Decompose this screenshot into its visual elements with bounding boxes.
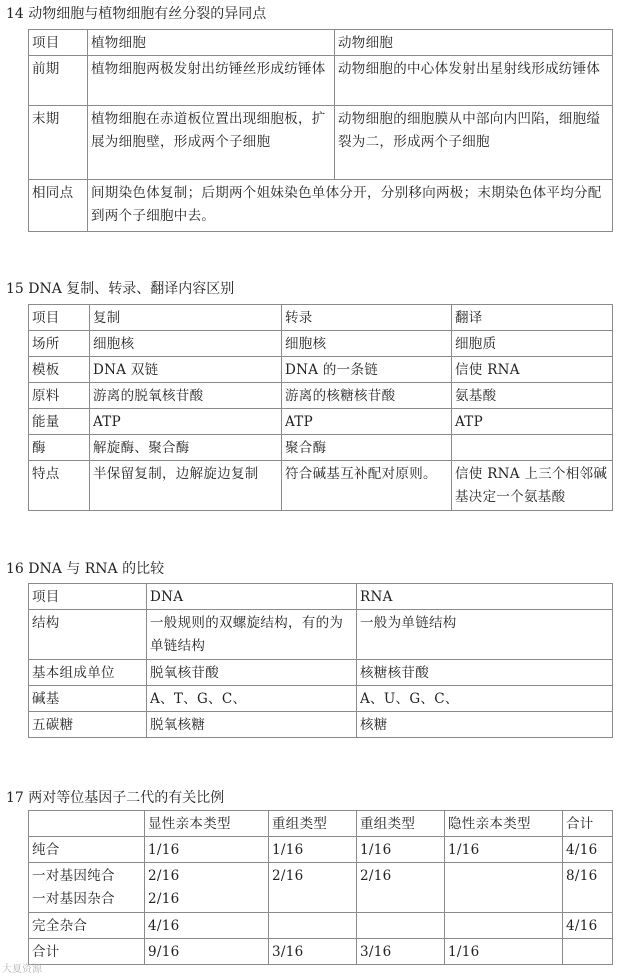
- table-cell: 核糖核苷酸: [357, 660, 613, 686]
- table-cell: [357, 913, 445, 939]
- table-cell: A、T、G、C、: [147, 686, 357, 712]
- table-cell: 合计: [29, 939, 145, 965]
- table-cell: [452, 435, 613, 461]
- table-cell: 基本组成单位: [29, 660, 147, 686]
- table-cell: 重组类型: [269, 811, 357, 837]
- table-cell: 动物细胞的细胞膜从中部向内凹陷，细胞缢裂为二，形成两个子细胞: [335, 106, 613, 180]
- table-cell: 酶: [29, 435, 90, 461]
- section-16-title: 16 DNA 与 RNA 的比较: [6, 561, 165, 577]
- table-row: [29, 610, 613, 660]
- table-row: [29, 180, 613, 232]
- table-cell: 项目: [29, 305, 90, 331]
- table-cell: 2/16 2/16: [145, 863, 269, 913]
- table-cell: 半保留复制，边解旋边复制: [90, 461, 282, 511]
- table-cell: 植物细胞两极发射出纺锤丝形成纺锤体: [88, 56, 335, 106]
- table-cell: 2/16: [357, 863, 445, 913]
- table-row: [29, 357, 613, 383]
- table-cell: 游离的核糖核苷酸: [282, 383, 452, 409]
- table-cell: 脱氧核苷酸: [147, 660, 357, 686]
- table-cell: 末期: [29, 106, 88, 180]
- table-cell: 4/16: [563, 913, 613, 939]
- table-cell: 一对基因纯合 一对基因杂合: [29, 863, 145, 913]
- table-cell: 游离的脱氧核苷酸: [90, 383, 282, 409]
- table-cell: 3/16: [269, 939, 357, 965]
- table-row: [29, 811, 613, 837]
- table-cell: 1/16: [145, 837, 269, 863]
- section-17-title: 17 两对等位基因子二代的有关比例: [6, 790, 225, 806]
- table-row: [29, 913, 613, 939]
- table-cell: 3/16: [357, 939, 445, 965]
- table-cell: ATP: [90, 409, 282, 435]
- table-row: [29, 409, 613, 435]
- table-row: [29, 56, 613, 106]
- table-cell: 1/16: [269, 837, 357, 863]
- table-mitosis-comparison: [28, 29, 613, 232]
- table-cell: 重组类型: [357, 811, 445, 837]
- table-row: [29, 686, 613, 712]
- table-cell: 模板: [29, 357, 90, 383]
- watermark: 大夏资源: [2, 964, 42, 975]
- table-cell: 信使 RNA 上三个相邻碱基决定一个氨基酸: [452, 461, 613, 511]
- table-cell: 4/16: [145, 913, 269, 939]
- table-dna-rna-comparison: [28, 583, 613, 738]
- table-cell: 1/16: [357, 837, 445, 863]
- table-cell: 细胞核: [282, 331, 452, 357]
- table-cell: 场所: [29, 331, 90, 357]
- table-row: [29, 106, 613, 180]
- table-cell: 脱氧核糖: [147, 712, 357, 738]
- table-cell: 相同点: [29, 180, 88, 232]
- table-cell: 8/16: [563, 863, 613, 913]
- table-row: [29, 305, 613, 331]
- table-cell: 隐性亲本类型: [445, 811, 563, 837]
- table-cell: 前期: [29, 56, 88, 106]
- table-cell: 细胞核: [90, 331, 282, 357]
- table-row: [29, 584, 613, 610]
- table-cell: 间期染色体复制；后期两个姐妹染色单体分开，分别移向两极；末期染色体平均分配到两个子细胞中去。: [88, 180, 613, 232]
- section-14-title: 14 动物细胞与植物细胞有丝分裂的异同点: [6, 6, 267, 22]
- table-row: [29, 383, 613, 409]
- table-cell: 结构: [29, 610, 147, 660]
- table-cell: 复制: [90, 305, 282, 331]
- table-cell: ATP: [282, 409, 452, 435]
- table-cell: 一般规则的双螺旋结构，有的为单链结构: [147, 610, 357, 660]
- table-cell: 合计: [563, 811, 613, 837]
- table-cell: 植物细胞: [88, 30, 335, 56]
- table-row: [29, 939, 613, 965]
- table-cell: 聚合酶: [282, 435, 452, 461]
- table-cell: 碱基: [29, 686, 147, 712]
- table-cell: DNA 的一条链: [282, 357, 452, 383]
- table-row: [29, 461, 613, 511]
- table-cell: 细胞质: [452, 331, 613, 357]
- table-cell: DNA 双链: [90, 357, 282, 383]
- table-replication-transcription-translation: [28, 304, 613, 511]
- table-cell: RNA: [357, 584, 613, 610]
- table-cell: 翻译: [452, 305, 613, 331]
- table-cell: 1/16: [445, 837, 563, 863]
- table-row: [29, 863, 613, 913]
- table-cell: 4/16: [563, 837, 613, 863]
- table-cell: [269, 913, 357, 939]
- table-cell: 解旋酶、聚合酶: [90, 435, 282, 461]
- table-cell: 信使 RNA: [452, 357, 613, 383]
- table-cell: 核糖: [357, 712, 613, 738]
- table-cell: 能量: [29, 409, 90, 435]
- table-cell: 动物细胞: [335, 30, 613, 56]
- table-row: [29, 331, 613, 357]
- table-cell: 纯合: [29, 837, 145, 863]
- table-cell: 显性亲本类型: [145, 811, 269, 837]
- table-f2-genotype-ratios: [28, 810, 613, 965]
- table-cell: [29, 811, 145, 837]
- table-cell: A、U、G、C、: [357, 686, 613, 712]
- table-cell: 植物细胞在赤道板位置出现细胞板，扩展为细胞壁，形成两个子细胞: [88, 106, 335, 180]
- section-15-title: 15 DNA 复制、转录、翻译内容区别: [6, 281, 235, 297]
- table-cell: 9/16: [145, 939, 269, 965]
- table-cell: 项目: [29, 584, 147, 610]
- table-cell: 符合碱基互补配对原则。: [282, 461, 452, 511]
- table-row: [29, 30, 613, 56]
- table-cell: DNA: [147, 584, 357, 610]
- table-cell: ATP: [452, 409, 613, 435]
- table-row: [29, 712, 613, 738]
- table-cell: [445, 863, 563, 913]
- table-cell: 项目: [29, 30, 88, 56]
- table-cell: 一般为单链结构: [357, 610, 613, 660]
- table-cell: 2/16: [269, 863, 357, 913]
- table-cell: 完全杂合: [29, 913, 145, 939]
- table-cell: [445, 913, 563, 939]
- table-row: [29, 660, 613, 686]
- table-cell: 五碳糖: [29, 712, 147, 738]
- table-cell: 1/16: [445, 939, 563, 965]
- table-row: [29, 435, 613, 461]
- table-row: [29, 837, 613, 863]
- table-cell: 转录: [282, 305, 452, 331]
- table-cell: 动物细胞的中心体发射出星射线形成纺锤体: [335, 56, 613, 106]
- table-cell: 原料: [29, 383, 90, 409]
- table-cell: 氨基酸: [452, 383, 613, 409]
- table-cell: [563, 939, 613, 965]
- table-cell: 特点: [29, 461, 90, 511]
